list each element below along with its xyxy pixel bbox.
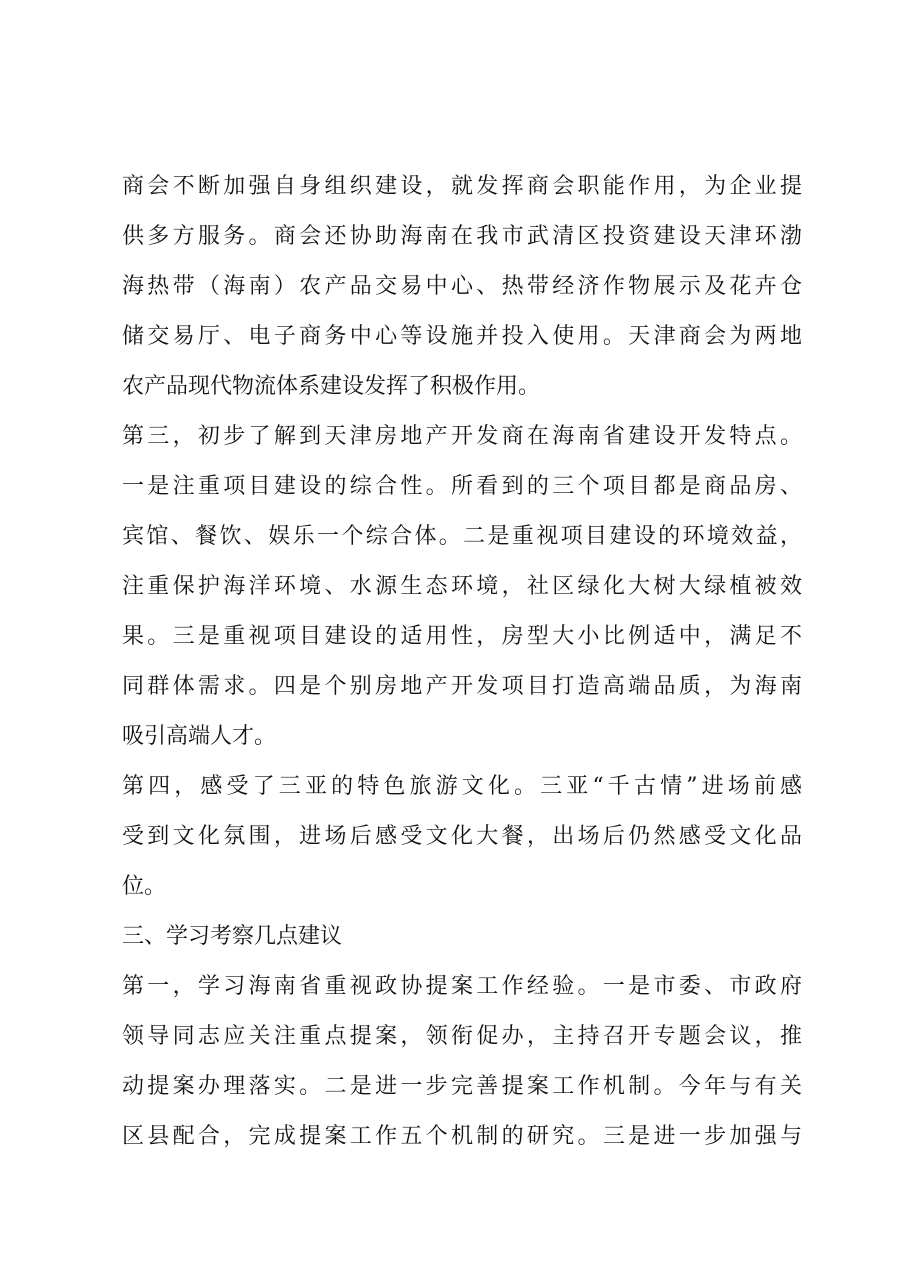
text-line: 供多方服务。商会还协助海南在我市武清区投资建设天津环渤 — [122, 224, 802, 249]
section-heading: 第三，初步了解到天津房地产开发商在海南省建设开发特点。 — [122, 424, 802, 449]
text-line: 注重保护海洋环境、水源生态环境，社区绿化大树大绿植被效 — [122, 574, 802, 599]
text-line: 同群体需求。四是个别房地产开发项目打造高端品质，为海南 — [122, 674, 802, 699]
text-line: 吸引高端人才。 — [122, 724, 277, 749]
text-line: 海热带（海南）农产品交易中心、热带经济作物展示及花卉仓 — [122, 274, 802, 299]
text-line: 宾馆、餐饮、娱乐一个综合体。二是重视项目建设的环境效益， — [122, 524, 802, 549]
text-line: 农产品现代物流体系建设发挥了积极作用。 — [122, 374, 541, 399]
section-heading: 第四，感受了三亚的特色旅游文化。三亚“千古情”进场前感 — [122, 774, 802, 799]
text-line: 区县配合，完成提案工作五个机制的研究。三是进一步加强与 — [122, 1124, 802, 1149]
section-heading: 第一，学习海南省重视政协提案工作经验。一是市委、市政府 — [122, 974, 802, 999]
text-line: 受到文化氛围，进场后感受文化大餐，出场后仍然感受文化品 — [122, 824, 802, 849]
text-line: 领导同志应关注重点提案，领衔促办，主持召开专题会议，推 — [122, 1024, 802, 1049]
text-line: 果。三是重视项目建设的适用性，房型大小比例适中，满足不 — [122, 624, 802, 649]
text-line: 一是注重项目建设的综合性。所看到的三个项目都是商品房、 — [122, 474, 802, 499]
text-line: 储交易厅、电子商务中心等设施并投入使用。天津商会为两地 — [122, 324, 802, 349]
text-line: 动提案办理落实。二是进一步完善提案工作机制。今年与有关 — [122, 1074, 802, 1099]
section-heading: 三、学习考察几点建议 — [122, 924, 343, 949]
text-line: 商会不断加强自身组织建设，就发挥商会职能作用，为企业提 — [122, 174, 802, 199]
text-line: 位。 — [122, 874, 167, 899]
